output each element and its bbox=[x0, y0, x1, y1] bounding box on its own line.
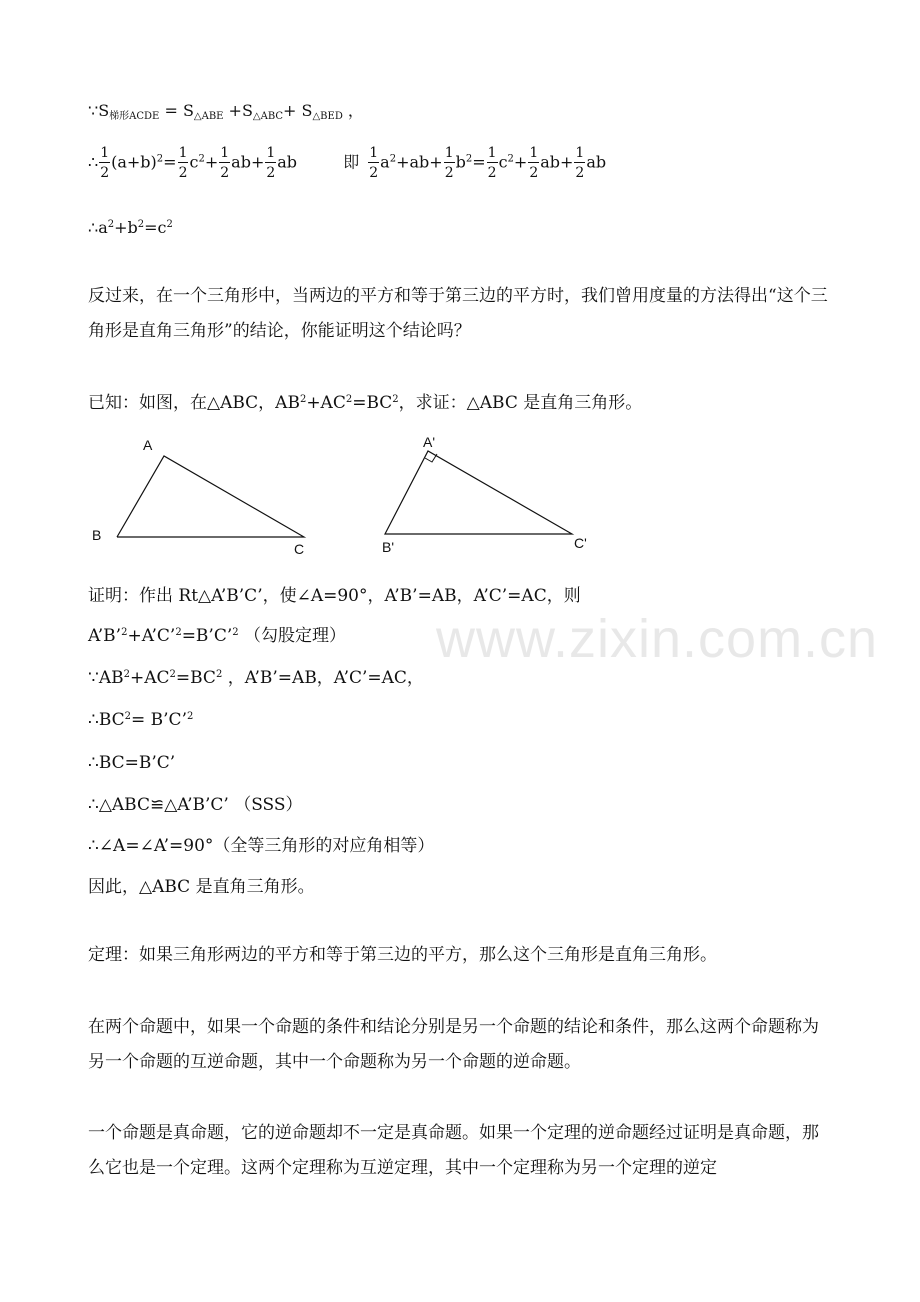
triangle-figures bbox=[0, 430, 920, 570]
vertex-label-b: B bbox=[92, 527, 102, 543]
area-equation-line: $\because S_{梯形ACDE} = S_{\triangle ABE} +S_{\triangle ABC}+ S_{\triangle BED}$ ， bbox=[88, 101, 364, 122]
fraction-half: $\frac{1}{2}$ bbox=[178, 145, 188, 181]
vertex-label-c-prime: C' bbox=[574, 535, 587, 551]
theorem-statement: 定理：如果三角形两边的平方和等于第三边的平方，那么这个三角形是直角三角形。 bbox=[88, 945, 717, 965]
fraction-half: $\frac{1}{2}$ bbox=[444, 145, 454, 181]
fraction-half: $\frac{1}{2}$ bbox=[575, 145, 585, 181]
proof-line-4: $\therefore BC^2=$ B’C’$^2$ bbox=[88, 710, 194, 730]
watermark: www.zixin.com.cn bbox=[436, 609, 879, 669]
vertex-label-c: C bbox=[294, 541, 305, 557]
trapezoid-subscript: 梯形ACDE bbox=[109, 111, 160, 122]
proof-line-3: $\because AB^2+AC^2=BC^2$ ，A’B’=AB，A’C’=AC， bbox=[88, 668, 424, 688]
converse-question-paragraph: 反过来，在一个三角形中，当两边的平方和等于第三边的平方时，我们曾用度量的方法得出“这个三角形是直角三角形”的结论，你能证明这个结论吗？ bbox=[88, 286, 828, 341]
proof-conclusion: 因此，△ABC 是直角三角形。 bbox=[88, 877, 315, 897]
given-statement: 已知：如图，在△ABC，$AB^2+AC^2=BC^2$，求证：△ABC 是直角三角形。 bbox=[88, 393, 643, 413]
pythagorean-result-line: $\therefore a^2+b^2=c^2$ bbox=[88, 218, 173, 237]
proof-line-5: ∴BC=B’C’ bbox=[88, 753, 176, 773]
proof-line-1: 证明：作出 Rt△A’B’C’，使∠A=90°，A’B’=AB，A’C’=AC，则 bbox=[88, 586, 581, 606]
therefore-symbol: ∴ bbox=[88, 152, 99, 172]
vertex-label-a-prime: A' bbox=[423, 434, 436, 450]
converse-theorem-paragraph: 一个命题是真命题，它的逆命题却不一定是真命题。如果一个定理的逆命题经过证明是真命题，那么它也是一个定理。这两个定理称为互逆定理，其中一个定理称为另一个定理的逆定 bbox=[88, 1123, 819, 1178]
proof-line-7: ∴∠A=∠A’=90°（全等三角形的对应角相等） bbox=[88, 836, 435, 856]
proof-line-2: A’B’$^2$+A’C’$^2$=B’C’$^2$ （勾股定理） bbox=[88, 626, 347, 646]
namely-label: 即 bbox=[343, 152, 360, 172]
fraction-half: $\frac{1}{2}$ bbox=[266, 145, 276, 181]
fraction-half: $\frac{1}{2}$ bbox=[487, 145, 497, 181]
triangle-abc bbox=[92, 437, 304, 557]
fraction-half: $\frac{1}{2}$ bbox=[529, 145, 539, 181]
vertex-label-a: A bbox=[143, 437, 153, 453]
proof-line-6: ∴△ABC≌△A’B’C’ （SSS） bbox=[88, 795, 303, 815]
right-triangle-abc-prime bbox=[382, 434, 587, 555]
vertex-label-b-prime: B' bbox=[382, 539, 395, 555]
fraction-half: $\frac{1}{2}$ bbox=[100, 145, 110, 181]
fraction-half: $\frac{1}{2}$ bbox=[369, 145, 379, 181]
fraction-equation-line: ∴ $\frac{1}{2}$ $(a+b)^2=$ $\frac{1}{2}$ $c^2+$ $\frac{1}{2}$ ab+ $\frac{1}{2}$ ab 即 $\frac{1}{2}$ $a^2+ab+$ $\frac{1}{2}$ $b^2=$ $\frac{1}{2}$ $c^2+$ $\frac{1}{2}$ ab+ $\frac{1}{2}$ ab bbox=[88, 145, 607, 181]
because-symbol: ∵ bbox=[88, 101, 99, 120]
converse-definition-paragraph: 在两个命题中，如果一个命题的条件和结论分别是另一个命题的结论和条件，那么这两个命题称为另一个命题的互逆命题，其中一个命题称为另一个命题的逆命题。 bbox=[88, 1017, 819, 1072]
fraction-half: $\frac{1}{2}$ bbox=[220, 145, 230, 181]
